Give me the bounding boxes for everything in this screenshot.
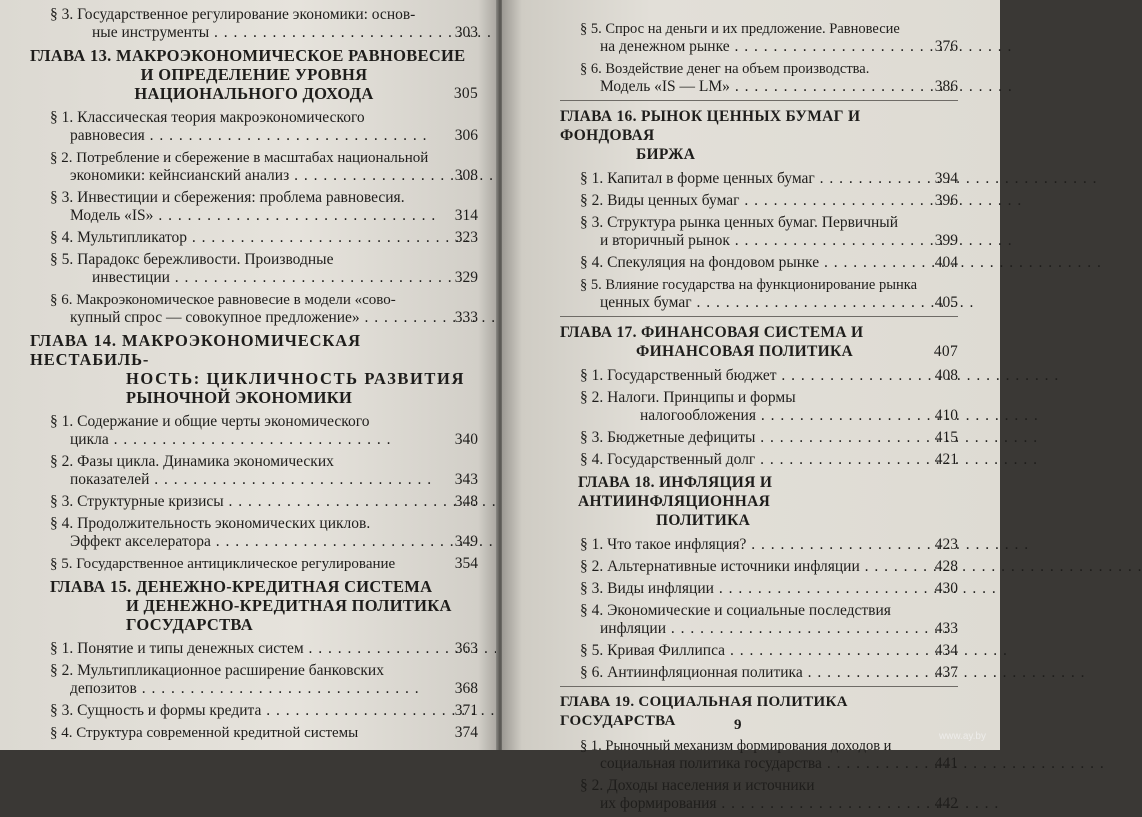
entry-text: § 4. Государственный долг . . .	[580, 451, 924, 469]
page-number: 349	[454, 533, 478, 550]
entry-text: § 1. Содержание и общие черты экономического	[50, 413, 370, 430]
chapter-title-line: ГОСУДАРСТВА	[126, 615, 253, 634]
chapter-heading	[560, 107, 958, 164]
entry-text: налогообложения . . .	[580, 407, 924, 425]
toc-entry	[560, 664, 958, 682]
entry-text: § 5. Влияние государства на функционирование рынка	[580, 277, 918, 293]
entry-text: купный спрос — совокупное предложение» . . .	[50, 309, 444, 327]
entry-text: Эффект акселератора . . .	[50, 533, 444, 551]
entry-text: Модель «IS» . . .	[50, 207, 444, 225]
entry-text: равновесия . . .	[50, 127, 444, 145]
toc-entry	[30, 662, 478, 698]
toc-entry	[560, 536, 958, 554]
page-number: 442	[934, 795, 958, 812]
entry-text: Модель «IS — LM» . . .	[580, 78, 924, 96]
right-page	[502, 0, 1000, 812]
entry-text: социальная политика государства . . .	[580, 755, 924, 773]
page-number: 306	[454, 127, 478, 144]
chapter-title-line: ГЛАВА 15. ДЕНЕЖНО-КРЕДИТНАЯ СИСТЕМА	[50, 577, 433, 596]
entry-text: цикла . . .	[50, 431, 444, 449]
entry-text: ные инструменты . . .	[50, 24, 444, 42]
entry-text: § 6. Макроэкономическое равновесие в модели «сово-	[50, 292, 396, 308]
divider	[560, 316, 958, 317]
entry-text: § 3. Структурные кризисы . . .	[50, 493, 444, 511]
chapter-title-line: НАЦИОНАЛЬНОГО ДОХОДА	[134, 84, 374, 103]
page-number: 410	[934, 407, 958, 424]
entry-text: § 5. Государственное антициклическое регулирование	[50, 556, 396, 572]
page-number: 368	[454, 680, 478, 697]
page-number: 437	[934, 664, 958, 681]
entry-text: § 4. Структура современной кредитной системы	[50, 725, 359, 741]
divider	[560, 686, 958, 687]
page-number: 308	[454, 167, 478, 184]
entry-text: § 4. Мультипликатор . . .	[50, 229, 444, 247]
toc-entry	[30, 640, 478, 658]
toc-entry	[30, 413, 478, 449]
page-number: 354	[454, 555, 478, 572]
page-folio: 9	[734, 717, 742, 733]
chapter-heading	[30, 577, 478, 634]
toc-entry	[560, 389, 958, 425]
toc-entry	[30, 189, 478, 225]
page-number: 343	[454, 471, 478, 488]
chapter-heading	[560, 693, 958, 731]
page-number: 348	[454, 493, 478, 510]
page-number: 329	[454, 269, 478, 286]
watermark: www.ay.by	[938, 731, 986, 742]
page-number: 363	[454, 640, 478, 657]
toc-entry	[30, 515, 478, 551]
page-number: 305	[453, 85, 478, 102]
page-number: 386	[934, 78, 958, 95]
entry-text: § 1. Капитал в форме ценных бумаг . . .	[580, 170, 924, 188]
entry-text: § 2. Альтернативные источники инфляции . . .	[580, 558, 924, 576]
page-number: 407	[933, 343, 958, 360]
toc-entry	[30, 109, 478, 145]
divider	[560, 100, 958, 101]
entry-text: § 2. Потребление и сбережение в масштабах национальной	[50, 150, 429, 166]
page-number: 396	[934, 192, 958, 209]
entry-text: и вторичный рынок . . .	[580, 232, 924, 250]
entry-text: экономики: кейнсианский анализ . . .	[50, 167, 444, 185]
entry-text: их формирования . . .	[580, 795, 924, 813]
page-number: 430	[934, 580, 958, 597]
chapter-heading	[560, 473, 958, 530]
right-toc-column	[560, 4, 958, 817]
entry-text: § 1. Понятие и типы денежных систем . . .	[50, 640, 444, 658]
entry-text: § 1. Классическая теория макроэкономического	[50, 109, 365, 126]
page-number: 434	[934, 642, 958, 659]
entry-text: § 2. Мультипликационное расширение банковских	[50, 662, 384, 679]
entry-text: § 4. Продолжительность экономических циклов.	[50, 515, 371, 532]
entry-text: § 1. Государственный бюджет . . .	[580, 367, 924, 385]
entry-text: § 1. Что такое инфляция? . . .	[580, 536, 924, 554]
entry-text: § 3. Сущность и формы кредита . . .	[50, 702, 444, 720]
toc-entry	[30, 149, 478, 185]
toc-entry	[30, 555, 478, 573]
page-number: 433	[934, 620, 958, 637]
toc-entry	[30, 6, 478, 42]
page-number: 428	[934, 558, 958, 575]
chapter-title-line: ГЛАВА 13. МАКРОЭКОНОМИЧЕСКОЕ РАВНОВЕСИЕ	[30, 46, 466, 65]
toc-entry	[560, 214, 958, 250]
entry-text: § 6. Воздействие денег на объем производства.	[580, 61, 870, 77]
toc-entry	[560, 737, 958, 773]
page-number: 374	[454, 724, 478, 741]
chapter-title-line: БИРЖА	[636, 146, 696, 163]
toc-entry	[560, 642, 958, 660]
toc-entry	[30, 229, 478, 247]
toc-entry	[560, 254, 958, 272]
entry-text: депозитов . . .	[50, 680, 444, 698]
chapter-heading	[30, 331, 478, 407]
entry-text: § 3. Инвестиции и сбережения: проблема равновесия.	[50, 189, 405, 206]
chapter-heading	[30, 46, 478, 103]
page-number: 421	[934, 451, 958, 468]
entry-text: § 1. Рыночный механизм формирования доходов и	[580, 738, 892, 754]
page-number: 423	[934, 536, 958, 553]
page-number: 441	[934, 755, 958, 772]
toc-entry	[560, 192, 958, 210]
toc-entry	[560, 777, 958, 813]
page-number: 314	[454, 207, 478, 224]
toc-entry	[30, 702, 478, 720]
entry-text: § 3. Виды инфляции . . .	[580, 580, 924, 598]
toc-entry	[560, 60, 958, 96]
chapter-title-line: И ОПРЕДЕЛЕНИЕ УРОВНЯ	[140, 65, 368, 84]
entry-text: § 4. Спекуляция на фондовом рынке . . .	[580, 254, 924, 272]
toc-entry	[30, 493, 478, 511]
chapter-title-line: РЫНОЧНОЙ ЭКОНОМИКИ	[126, 388, 353, 407]
page-number: 415	[934, 429, 958, 446]
toc-entry	[560, 558, 958, 576]
chapter-title-line: ГЛАВА 16. РЫНОК ЦЕННЫХ БУМАГ И ФОНДОВАЯ	[560, 108, 861, 144]
page-number: 394	[934, 170, 958, 187]
entry-text: на денежном рынке . . .	[580, 38, 924, 56]
entry-text: § 2. Фазы цикла. Динамика экономических	[50, 453, 334, 470]
page-number: 399	[934, 232, 958, 249]
toc-entry	[560, 580, 958, 598]
chapter-title-line: ГЛАВА 18. ИНФЛЯЦИЯ И АНТИИНФЛЯЦИОННАЯ	[578, 474, 773, 510]
page-number: 333	[454, 309, 478, 326]
entry-text: § 2. Налоги. Принципы и формы	[580, 389, 796, 406]
chapter-title-line: ГЛАВА 19. СОЦИАЛЬНАЯ ПОЛИТИКА ГОСУДАРСТВА	[560, 694, 848, 729]
chapter-title-line: И ДЕНЕЖНО-КРЕДИТНАЯ ПОЛИТИКА	[126, 596, 452, 615]
entry-text: § 3. Бюджетные дефициты . . .	[580, 429, 924, 447]
entry-text: § 5. Парадокс бережливости. Производные	[50, 251, 334, 268]
entry-text: § 2. Доходы населения и источники	[580, 777, 815, 794]
left-page	[0, 0, 498, 750]
toc-entry	[560, 367, 958, 385]
toc-entry	[30, 453, 478, 489]
page-number: 405	[934, 294, 958, 311]
chapter-title-line: ФИНАНСОВАЯ ПОЛИТИКА	[636, 343, 854, 360]
entry-text: § 3. Структура рынка ценных бумаг. Первичный	[580, 214, 898, 231]
page-number: 323	[454, 229, 478, 246]
page-number: 376	[934, 38, 958, 55]
chapter-heading	[560, 323, 958, 361]
page-number: 340	[454, 431, 478, 448]
page-number: 408	[934, 367, 958, 384]
toc-entry	[560, 602, 958, 638]
entry-text: показателей . . .	[50, 471, 444, 489]
entry-text: § 6. Антиинфляционная политика . . .	[580, 664, 924, 682]
entry-text: инфляции . . .	[580, 620, 924, 638]
page-number: 404	[934, 254, 958, 271]
toc-entry	[560, 170, 958, 188]
toc-entry	[30, 251, 478, 287]
page-number: 303	[454, 24, 478, 41]
toc-entry	[560, 276, 958, 312]
entry-text: инвестиции . . .	[50, 269, 444, 287]
entry-text: § 4. Экономические и социальные последствия	[580, 602, 891, 619]
entry-text: § 2. Виды ценных бумаг . . .	[580, 192, 924, 210]
toc-entry	[560, 20, 958, 56]
toc-entry	[30, 724, 478, 742]
chapter-title-line: ГЛАВА 17. ФИНАНСОВАЯ СИСТЕМА И	[560, 324, 864, 341]
chapter-title-line: ГЛАВА 14. МАКРОЭКОНОМИЧЕСКАЯ НЕСТАБИЛЬ-	[30, 331, 361, 369]
entry-text: ценных бумаг . . .	[580, 294, 924, 312]
chapter-title-line: ПОЛИТИКА	[656, 512, 751, 529]
entry-text: § 5. Спрос на деньги и их предложение. Равновесие	[580, 21, 900, 37]
chapter-title-line: НОСТЬ: ЦИКЛИЧНОСТЬ РАЗВИТИЯ	[126, 369, 465, 388]
toc-entry	[560, 429, 958, 447]
toc-entry	[30, 291, 478, 327]
left-toc-column	[30, 4, 478, 746]
entry-text: § 3. Государственное регулирование экономики: основ-	[50, 6, 416, 23]
toc-entry	[560, 451, 958, 469]
entry-text: § 5. Кривая Филлипса . . .	[580, 642, 924, 660]
page-number: 371	[454, 702, 478, 719]
